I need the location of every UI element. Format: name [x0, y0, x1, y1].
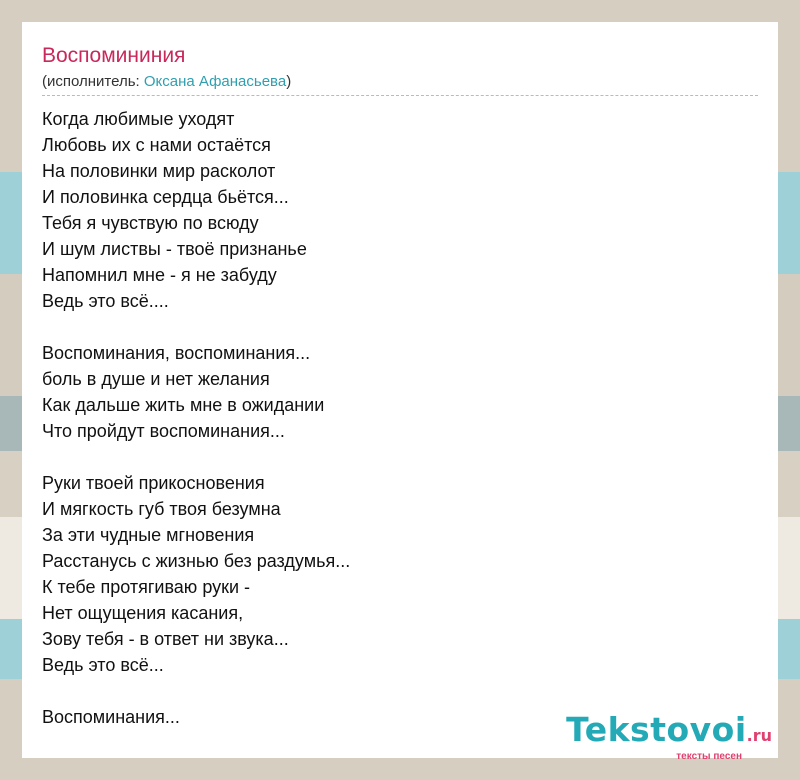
song-title: Воспомининия [42, 44, 186, 67]
lyric-line: Воспоминания... [42, 707, 180, 727]
lyric-line: Как дальше жить мне в ожидании [42, 395, 325, 415]
lyric-line: Тебя я чувствую по всюду [42, 213, 259, 233]
lyric-line: Воспоминания, воспоминания... [42, 343, 311, 363]
lyric-line: Любовь их с нами остаётся [42, 135, 271, 155]
lyric-line: И половинка сердца бьётся... [42, 187, 289, 207]
lyric-line: За эти чудные мгновения [42, 525, 255, 545]
site-logo[interactable] [566, 710, 772, 762]
lyric-line: Напомнил мне - я не забуду [42, 265, 277, 285]
lyric-line: боль в душе и нет желания [42, 369, 270, 389]
artist-suffix: ) [286, 73, 292, 90]
logo-domain: .ru [746, 726, 772, 745]
lyric-line: Нет ощущения касания, [42, 603, 244, 623]
artist-prefix: (исполнитель: [42, 73, 144, 90]
lyric-line: Когда любимые уходят [42, 109, 235, 129]
lyrics-text [42, 106, 758, 730]
logo-tagline: тексты песен [676, 751, 742, 762]
lyric-line: Руки твоей прикосновения [42, 473, 265, 493]
stanza-break [42, 314, 758, 340]
lyric-line: И шум листвы - твоё признанье [42, 239, 307, 259]
logo-name: Tekstovoi [566, 710, 747, 749]
lyric-line: Расстанусь с жизнью без раздумья... [42, 551, 351, 571]
lyric-line: Что пройдут воспоминания... [42, 421, 285, 441]
artist-link[interactable]: Оксана Афанасьева [143, 73, 287, 90]
stanza-break [42, 678, 758, 704]
lyric-line: Ведь это всё.... [42, 291, 169, 311]
lyric-line: И мягкость губ твоя безумна [42, 499, 281, 519]
lyric-line: Зову тебя - в ответ ни звука... [42, 629, 289, 649]
lyric-line: На половинки мир расколот [42, 161, 276, 181]
stanza-break [42, 444, 758, 470]
lyrics-card [22, 22, 778, 758]
lyric-line: К тебе протягиваю руки - [42, 577, 251, 597]
artist-line [42, 72, 758, 96]
lyric-line: Ведь это всё... [42, 655, 164, 675]
logo-wordmark [566, 710, 772, 753]
